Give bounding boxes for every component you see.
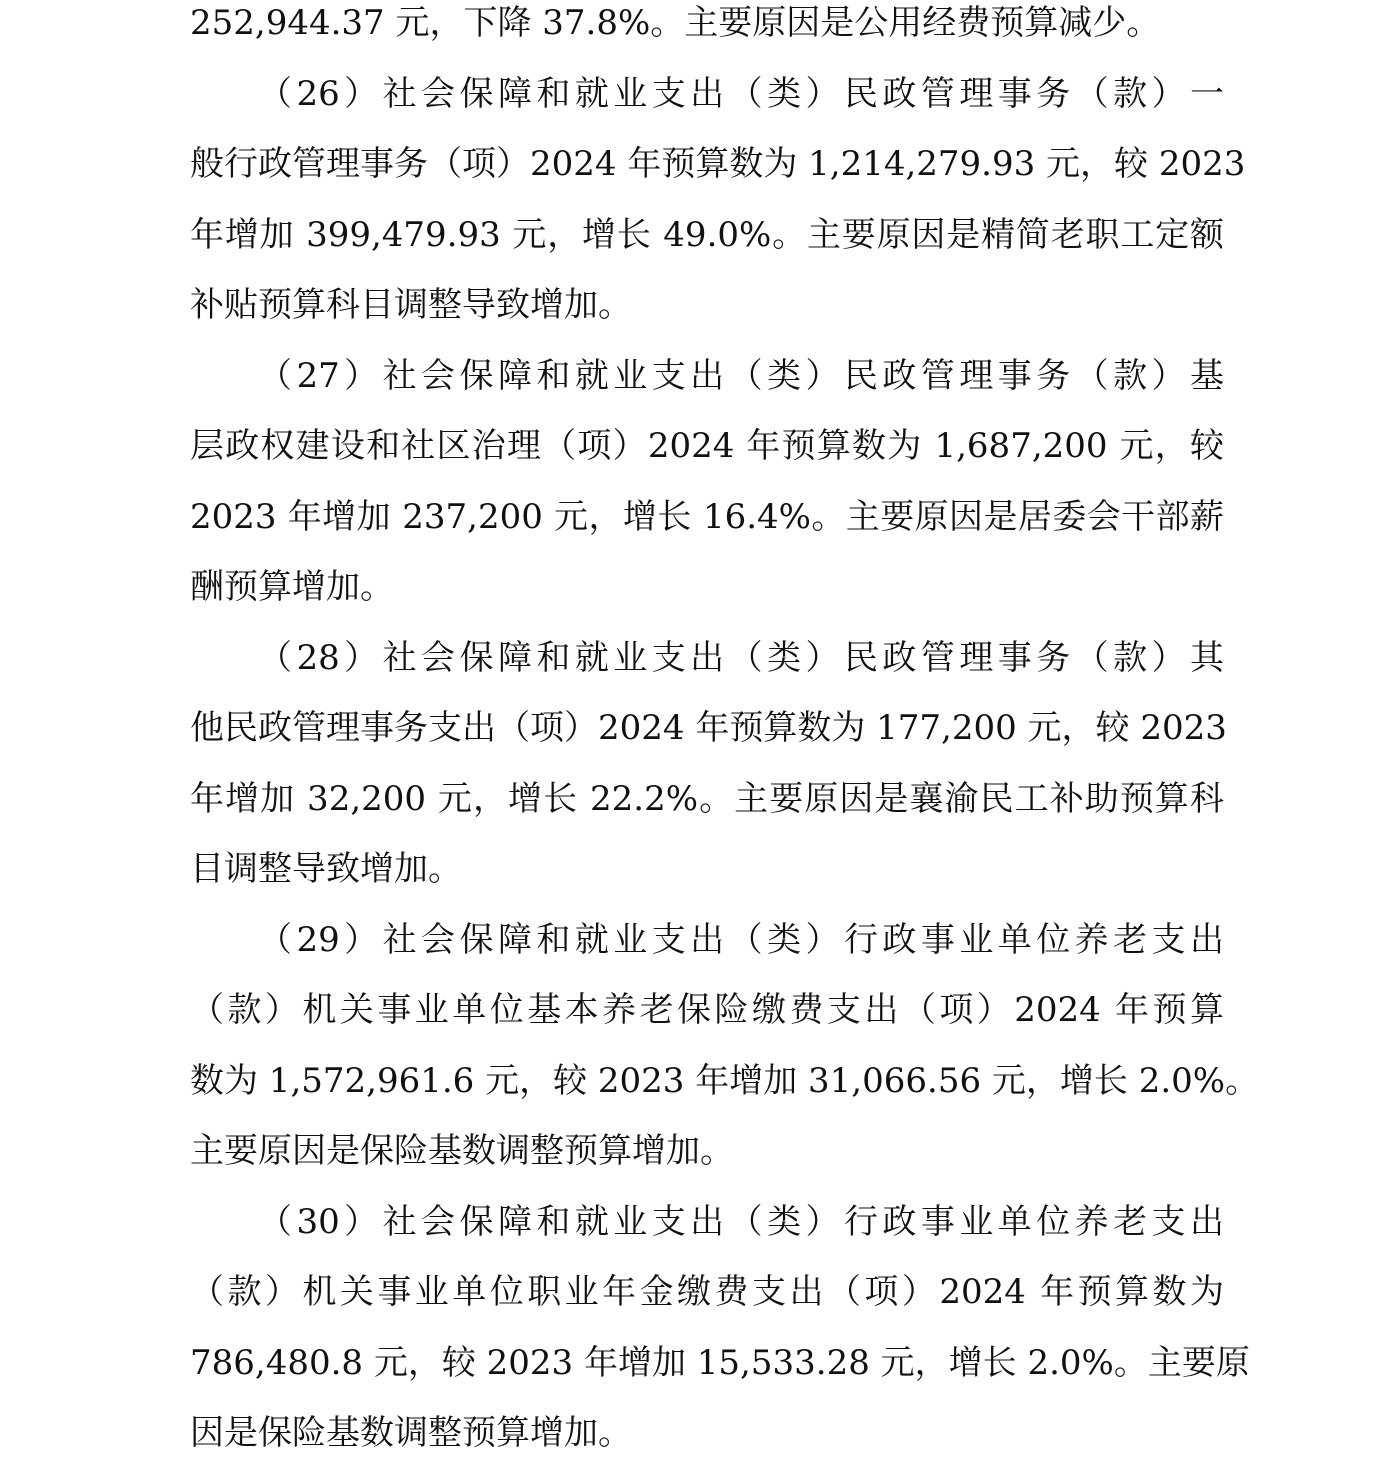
paragraph-27-line-2: 层政权建设和社区治理（项）2024 年预算数为 1,687,200 元，较 bbox=[190, 426, 1224, 466]
paragraph-26-line-1: （26）社会保障和就业支出（类）民政管理事务（款）一 bbox=[258, 73, 1224, 114]
paragraph-27-line-3: 2023 年增加 237,200 元，增长 16.4%。主要原因是居委会干部薪 bbox=[190, 496, 1224, 537]
paragraph-28-line-4: 目调整导致增加。 bbox=[190, 849, 462, 889]
paragraph-26-line-4: 补贴预算科目调整导致增加。 bbox=[190, 285, 632, 325]
document-body bbox=[190, 0, 1260, 1469]
paragraph-28-line-3: 年增加 32,200 元，增长 22.2%。主要原因是襄渝民工补助预算科 bbox=[190, 778, 1224, 819]
paragraph-30-line-3: 786,480.8 元，较 2023 年增加 15,533.28 元，增长 2.0%。主要原 bbox=[190, 1342, 1250, 1383]
paragraph-27-line-4: 酬预算增加。 bbox=[190, 567, 394, 607]
paragraph-29-line-3: 数为 1,572,961.6 元，较 2023 年增加 31,066.56 元，增长 2.0%。 bbox=[190, 1060, 1260, 1101]
paragraph-29-line-1: （29）社会保障和就业支出（类）行政事业单位养老支出 bbox=[258, 919, 1224, 960]
paragraph-30-line-4: 因是保险基数调整预算增加。 bbox=[190, 1413, 632, 1453]
paragraph-28-line-1: （28）社会保障和就业支出（类）民政管理事务（款）其 bbox=[258, 637, 1224, 678]
paragraph-29-line-4: 主要原因是保险基数调整预算增加。 bbox=[190, 1131, 734, 1171]
paragraph-28-line-2: 他民政管理事务支出（项）2024 年预算数为 177,200 元，较 2023 bbox=[190, 708, 1227, 748]
paragraph-26-line-3: 年增加 399,479.93 元，增长 49.0%。主要原因是精简老职工定额 bbox=[190, 214, 1224, 255]
paragraph-26-line-2: 般行政管理事务（项）2024 年预算数为 1,214,279.93 元，较 2023 bbox=[190, 144, 1246, 184]
paragraph-30-line-1: （30）社会保障和就业支出（类）行政事业单位养老支出 bbox=[258, 1201, 1224, 1242]
paragraph-27-line-1: （27）社会保障和就业支出（类）民政管理事务（款）基 bbox=[258, 355, 1224, 396]
paragraph-25-tail: 252,944.37 元，下降 37.8%。主要原因是公用经费预算减少。 bbox=[190, 3, 1161, 43]
paragraph-29-line-2: （款）机关事业单位基本养老保险缴费支出（项）2024 年预算 bbox=[190, 990, 1224, 1030]
paragraph-30-line-2: （款）机关事业单位职业年金缴费支出（项）2024 年预算数为 bbox=[190, 1272, 1224, 1312]
